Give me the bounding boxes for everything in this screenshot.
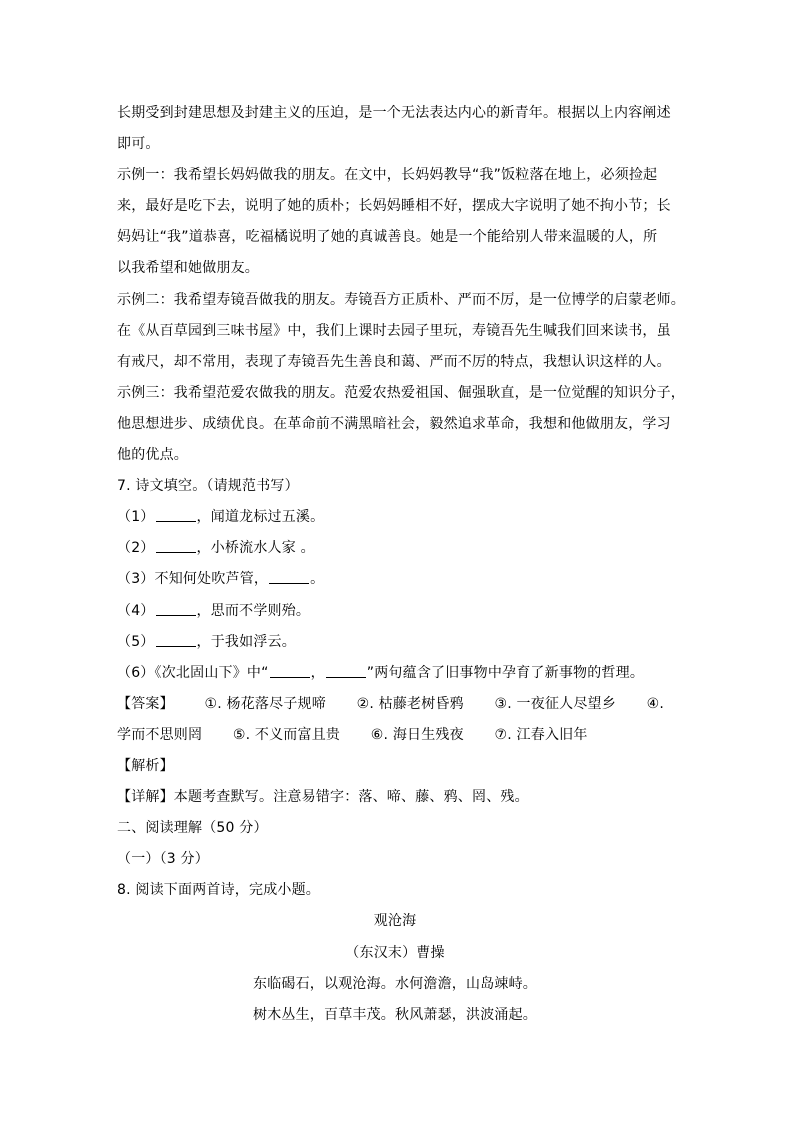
answer-line-2 <box>117 720 673 751</box>
answer-blank <box>270 663 310 678</box>
answer-blank <box>326 663 366 678</box>
document-page <box>117 98 685 1031</box>
answer-item: ③. 一夜征人尽望乡 <box>494 695 616 712</box>
answer-item: ⑤. 不义而富且贵 <box>232 726 341 743</box>
question-7-item-6: （6）《次北固山下》中“ ， ”两句蕴含了旧事物中孕育了新事物的哲理。 <box>117 664 645 681</box>
answer-item: ⑥. 海日生残夜 <box>370 726 464 743</box>
text-line: 妈妈让“我”道恭喜，吃福橘说明了她的真诚善良。她是一个能给别人带来温暖的人，所 <box>117 229 658 246</box>
answer-blank <box>269 569 309 584</box>
example-two: 示例二：我希望寿镜吾做我的朋友。寿镜吾方正质朴、严而不厉，是一位博学的启蒙老师。 <box>117 291 685 308</box>
answer-label: 【答案】 <box>117 695 174 712</box>
question-8-title: 8. 阅读下面两首诗，完成小题。 <box>117 882 321 899</box>
answer-item: ①. 杨花落尽子规啼 <box>204 695 326 712</box>
question-7-item-4: （4） ，思而不学则殆。 <box>117 602 311 619</box>
text-line: 他的优点。 <box>117 447 188 464</box>
analysis-label: 【解析】 <box>117 757 174 774</box>
question-7-item-3: （3）不知何处吹芦管， 。 <box>117 571 325 588</box>
poem-author: （东汉末）曹操 <box>345 944 445 961</box>
answer-blank <box>156 507 196 522</box>
answer-item: ⑦. 江春入旧年 <box>494 726 588 743</box>
text-line: 长期受到封建思想及封建主义的压迫，是一个无法表达内心的新青年。根据以上内容阐述 <box>117 105 671 121</box>
answer-line-1 <box>117 689 673 720</box>
question-7-item-1: （1） ，闻道龙标过五溪。 <box>117 509 325 526</box>
detail-text: 【详解】本题考查默写。注意易错字：落、啼、藤、鸦、罔、残。 <box>117 789 529 806</box>
question-7-title: 7. 诗文填空。（请规范书写） <box>117 478 299 495</box>
answer-blank <box>156 632 196 647</box>
text-line: 即可。 <box>117 136 160 153</box>
text-line: 有戒尺，却不常用，表现了寿镜吾先生善良和蔼、严而不厉的特点，我想认识这样的人。 <box>117 353 671 370</box>
text-line: 他思想进步、成绩优良。在革命前不满黑暗社会，毅然追求革命，我想和他做朋友，学习 <box>117 415 671 432</box>
poem-line: 东临碣石，以观沧海。水何澹澹，山岛竦峙。 <box>253 975 537 992</box>
question-7-item-5: （5） ，于我如浮云。 <box>117 633 296 650</box>
text-line: 在《从百草园到三味书屋》中，我们上课时去园子里玩，寿镜吾先生喊我们回来读书，虽 <box>117 322 671 339</box>
question-7-item-2: （2） ，小桥流水人家 。 <box>117 540 315 557</box>
answer-item: ④. <box>646 695 665 712</box>
answer-blank <box>156 601 196 616</box>
answer-item: ②. 枯藤老树昏鸦 <box>356 695 464 712</box>
answer-item: 学而不思则罔 <box>117 726 203 743</box>
poem-line: 树木丛生，百草丰茂。秋风萧瑟，洪波涌起。 <box>253 1006 537 1023</box>
poem-title: 观沧海 <box>373 913 417 930</box>
answer-blank <box>156 538 196 553</box>
example-three: 示例三：我希望范爱农做我的朋友。范爱农热爱祖国、倔强耿直，是一位觉醒的知识分子， <box>117 384 685 401</box>
text-line: 以我希望和她做朋友。 <box>117 260 259 277</box>
text-line: 来，最好是吃下去，说明了她的质朴；长妈妈睡相不好，摆成大字说明了她不拘小节；长 <box>117 198 671 215</box>
example-one: 示例一：我希望长妈妈做我的朋友。在文中，长妈妈教导“我”饭粒落在地上，必须捡起 <box>117 167 658 184</box>
part-heading: （一）（3 分） <box>117 851 209 868</box>
section-heading: 二、阅读理解（50 分） <box>117 820 268 837</box>
